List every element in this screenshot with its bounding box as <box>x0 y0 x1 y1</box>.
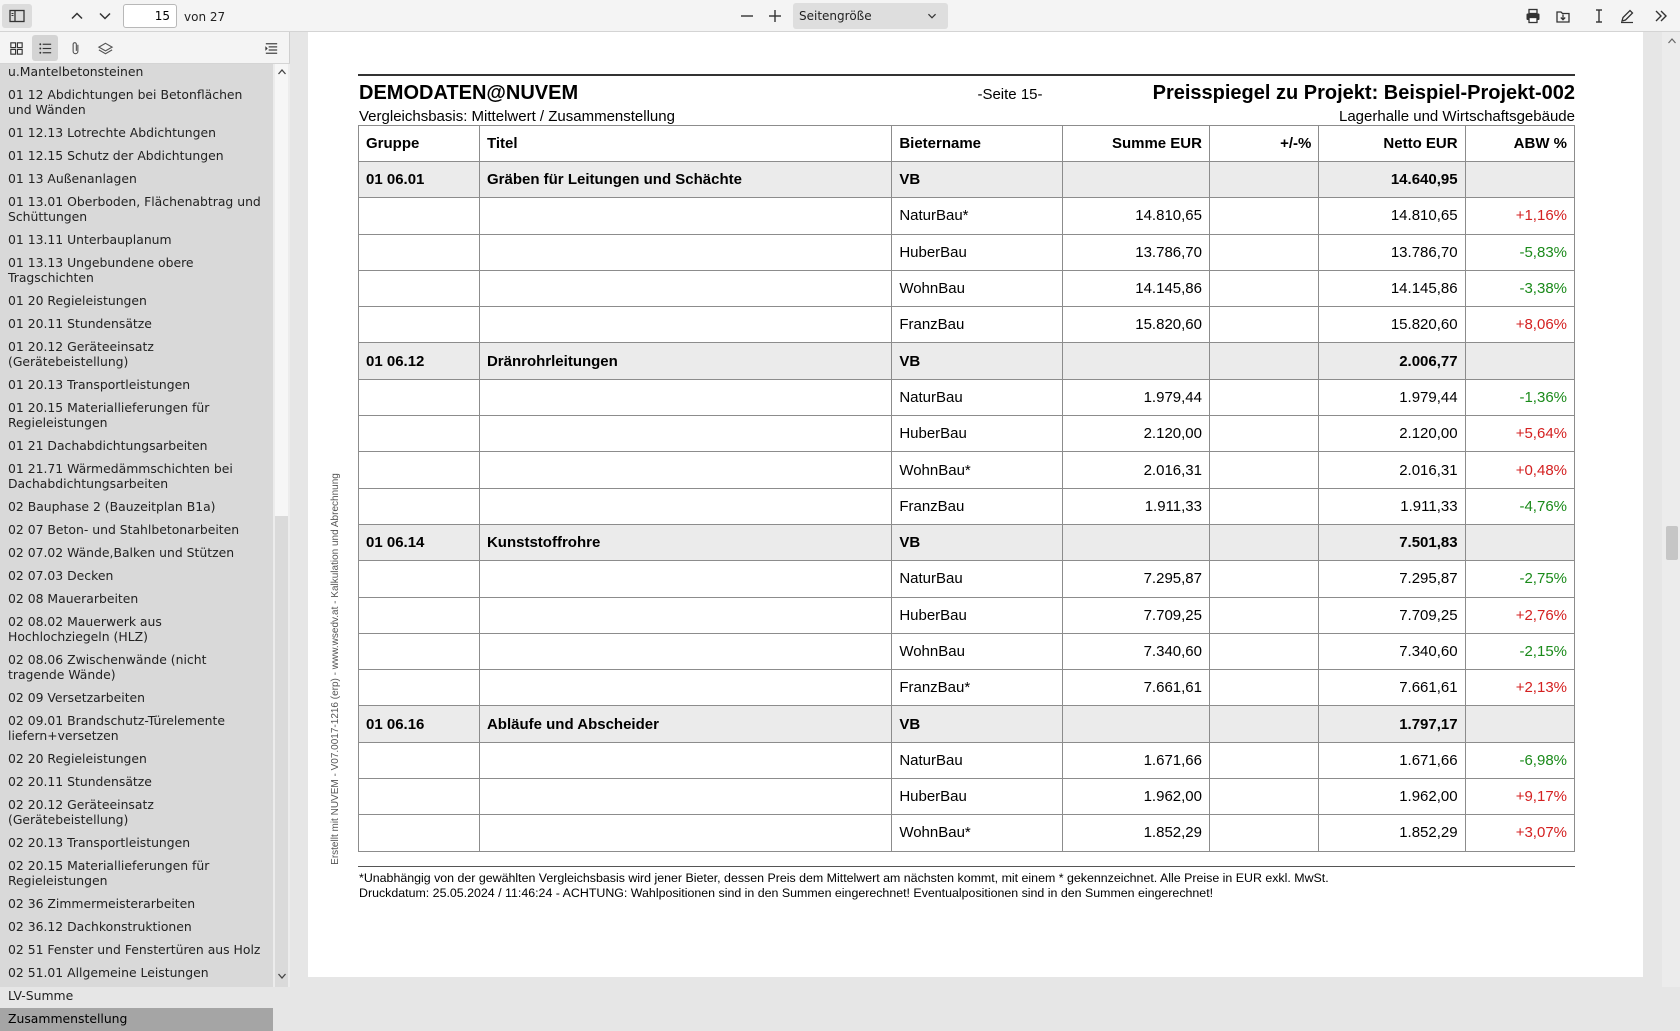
outline-item[interactable]: 02 07.03 Decken <box>8 568 114 583</box>
table-row <box>359 234 1575 270</box>
group-title-cell <box>479 307 891 343</box>
report-title-block <box>900 0 1575 140</box>
table-row <box>359 815 1575 851</box>
outline-item[interactable]: 02 20.11 Stundensätze <box>8 774 152 789</box>
diff-cell <box>1209 416 1318 452</box>
group-code-cell <box>359 270 480 306</box>
diff-cell <box>1209 670 1318 706</box>
price-comparison-table <box>358 125 1575 852</box>
abw-cell: +2,13% <box>1465 670 1574 706</box>
bidder-name-cell: VB <box>892 524 1062 560</box>
group-code-cell <box>359 633 480 669</box>
group-title-cell <box>479 597 891 633</box>
sum-cell <box>1062 162 1209 198</box>
abw-cell <box>1465 343 1574 379</box>
report-page-label: -Seite 15- <box>977 86 1043 103</box>
sum-cell: 1.962,00 <box>1062 779 1209 815</box>
sum-cell <box>1062 524 1209 560</box>
bidder-name-cell: WohnBau* <box>892 815 1062 851</box>
group-code-cell <box>359 416 480 452</box>
outline-item[interactable]: 02 20 Regieleistungen <box>8 751 147 766</box>
table-row <box>359 670 1575 706</box>
sum-cell: 14.810,65 <box>1062 198 1209 234</box>
netto-cell: 1.671,66 <box>1319 742 1465 778</box>
viewer-scroll-thumb[interactable] <box>1666 526 1678 560</box>
group-code-cell <box>359 234 480 270</box>
sum-cell: 7.709,25 <box>1062 597 1209 633</box>
abw-cell <box>1465 706 1574 742</box>
outline-item[interactable]: 02 09 Versetzarbeiten <box>8 690 146 705</box>
netto-cell: 14.810,65 <box>1319 198 1465 234</box>
group-code-cell <box>359 488 480 524</box>
diff-cell <box>1209 270 1318 306</box>
abw-cell: +3,07% <box>1465 815 1574 851</box>
sum-cell: 15.820,60 <box>1062 307 1209 343</box>
netto-cell: 1.911,33 <box>1319 488 1465 524</box>
report-subtitle: Lagerhalle und Wirtschaftsgebäude <box>1339 108 1575 125</box>
bidder-name-cell: HuberBau <box>892 416 1062 452</box>
group-row <box>359 162 1575 198</box>
diff-cell <box>1209 307 1318 343</box>
netto-cell: 1.979,44 <box>1319 379 1465 415</box>
outline-item[interactable]: 02 Bauphase 2 (Bauzeitplan B1a) <box>8 499 216 514</box>
outline-item[interactable]: 02 20.12 Geräteeinsatz (Gerätebeistellung) <box>8 797 154 827</box>
group-title-cell <box>479 379 891 415</box>
diff-cell <box>1209 488 1318 524</box>
print-date-line: Druckdatum: 25.05.2024 / 11:46:24 - ACHTUNG: Wahlpositionen sind in den Summen eingerechnet! Eventualpositionen sind in den Summen eingerechnet! <box>359 886 1214 900</box>
abw-cell: +8,06% <box>1465 307 1574 343</box>
bidder-name-cell: FranzBau* <box>892 670 1062 706</box>
group-row <box>359 706 1575 742</box>
bidder-name-cell: HuberBau <box>892 234 1062 270</box>
outline-item[interactable]: 01 12 Abdichtungen bei Betonflächen und Wänden <box>8 87 243 117</box>
outline-item[interactable]: 02 08 Mauerarbeiten <box>8 591 139 606</box>
bidder-name-cell: NaturBau <box>892 561 1062 597</box>
footer-rule <box>358 866 1575 867</box>
abw-cell: -2,15% <box>1465 633 1574 669</box>
report-brand: DEMODATEN@NUVEM <box>359 82 579 104</box>
group-title-cell: Dränrohrleitungen <box>479 343 891 379</box>
outline-item[interactable]: 02 07.02 Wände,Balken und Stützen <box>8 545 235 560</box>
netto-cell: 2.120,00 <box>1319 416 1465 452</box>
abw-cell: -6,98% <box>1465 742 1574 778</box>
abw-cell: +0,48% <box>1465 452 1574 488</box>
group-code-cell <box>359 452 480 488</box>
chevron-up-icon <box>1667 36 1677 46</box>
outline-item[interactable]: 02 51 Fenster und Fenstertüren aus Holz <box>8 942 261 957</box>
outline-item[interactable]: 01 12.15 Schutz der Abdichtungen <box>8 148 224 163</box>
table-row <box>359 779 1575 815</box>
outline-item[interactable]: 02 51.01 Allgemeine Leistungen <box>8 965 209 980</box>
viewer-scroll-up-arrow[interactable] <box>1665 34 1678 48</box>
table-row <box>359 307 1575 343</box>
zoom-select-value: Seitengröße <box>799 9 872 23</box>
outline-item[interactable]: 01 20.11 Stundensätze <box>8 316 152 331</box>
sum-cell: 2.016,31 <box>1062 452 1209 488</box>
netto-cell: 2.006,77 <box>1319 343 1465 379</box>
group-title-cell <box>479 779 891 815</box>
bidder-name-cell: NaturBau* <box>892 198 1062 234</box>
netto-cell: 7.340,60 <box>1319 633 1465 669</box>
table-body <box>359 162 1575 852</box>
netto-cell: 15.820,60 <box>1319 307 1465 343</box>
outline-item[interactable]: 01 13 Außenanlagen <box>8 171 137 186</box>
diff-cell <box>1209 597 1318 633</box>
outline-item[interactable]: 02 08.06 Zwischenwände (nicht tragende Wände) <box>8 652 207 682</box>
outline-item[interactable]: 02 20.13 Transportleistungen <box>8 835 191 850</box>
netto-cell: 13.786,70 <box>1319 234 1465 270</box>
abw-cell: +5,64% <box>1465 416 1574 452</box>
netto-cell: 1.962,00 <box>1319 779 1465 815</box>
column-header: Gruppe <box>359 126 480 162</box>
sum-cell: 7.295,87 <box>1062 561 1209 597</box>
group-title-cell <box>479 815 891 851</box>
outline-item[interactable]: 02 09.01 Brandschutz-Türelemente liefern+versetzen <box>8 713 225 743</box>
outline-item[interactable]: 02 07 Beton- und Stahlbetonarbeiten <box>8 522 240 537</box>
bidder-name-cell: HuberBau <box>892 779 1062 815</box>
group-row <box>359 343 1575 379</box>
outline-item[interactable]: 01 12.13 Lotrechte Abdichtungen <box>8 125 216 140</box>
group-title-cell <box>479 633 891 669</box>
vertical-side-note: Erstellt mit NUVEM - V07.0017-1216 (erp) - www.wsedv.at - Kalkulation und Abrechnung <box>330 473 341 865</box>
group-title-cell: Abläufe und Abscheider <box>479 706 891 742</box>
sum-cell: 14.145,86 <box>1062 270 1209 306</box>
outline-item[interactable]: 02 36.12 Dachkonstruktionen <box>8 919 192 934</box>
sum-cell: 1.979,44 <box>1062 379 1209 415</box>
outline-item[interactable]: 01 13.11 Unterbauplanum <box>8 232 172 247</box>
group-code-cell: 01 06.01 <box>359 162 480 198</box>
group-title-cell <box>479 561 891 597</box>
outline-item[interactable]: Zusammenstellung <box>0 1008 273 1031</box>
group-title-cell <box>479 234 891 270</box>
outline-item[interactable]: 01 21 Dachabdichtungsarbeiten <box>8 438 208 453</box>
abw-cell: +9,17% <box>1465 779 1574 815</box>
table-row <box>359 561 1575 597</box>
diff-cell <box>1209 742 1318 778</box>
report-basis: Vergleichsbasis: Mittelwert / Zusammenstellung <box>359 108 675 125</box>
outline-item[interactable]: LV-Summe <box>8 988 74 1003</box>
abw-cell: -3,38% <box>1465 270 1574 306</box>
diff-cell <box>1209 779 1318 815</box>
group-code-cell <box>359 779 480 815</box>
pdf-page <box>308 32 1643 977</box>
diff-cell <box>1209 633 1318 669</box>
column-header: Bietername <box>892 126 1062 162</box>
column-header: Titel <box>479 126 891 162</box>
netto-cell: 7.661,61 <box>1319 670 1465 706</box>
abw-cell <box>1465 524 1574 560</box>
bidder-name-cell: FranzBau <box>892 307 1062 343</box>
diff-cell <box>1209 162 1318 198</box>
group-code-cell <box>359 597 480 633</box>
diff-cell <box>1209 452 1318 488</box>
group-row <box>359 524 1575 560</box>
column-header: +/-% <box>1209 126 1318 162</box>
diff-cell <box>1209 561 1318 597</box>
diff-cell <box>1209 815 1318 851</box>
outline-item[interactable]: 02 20.15 Materiallieferungen für Regieleistungen <box>8 858 210 888</box>
group-code-cell: 01 06.16 <box>359 706 480 742</box>
group-code-cell: 01 06.12 <box>359 343 480 379</box>
sum-cell: 7.340,60 <box>1062 633 1209 669</box>
abw-cell: -4,76% <box>1465 488 1574 524</box>
table-row <box>359 379 1575 415</box>
netto-cell: 14.640,95 <box>1319 162 1465 198</box>
netto-cell: 2.016,31 <box>1319 452 1465 488</box>
diff-cell <box>1209 343 1318 379</box>
bidder-name-cell: VB <box>892 343 1062 379</box>
netto-cell: 1.852,29 <box>1319 815 1465 851</box>
table-row <box>359 270 1575 306</box>
column-header: Summe EUR <box>1062 126 1209 162</box>
sum-cell: 1.852,29 <box>1062 815 1209 851</box>
outline-item[interactable]: 02 36 Zimmermeisterarbeiten <box>8 896 196 911</box>
table-row <box>359 633 1575 669</box>
table-row <box>359 198 1575 234</box>
table-row <box>359 597 1575 633</box>
table-row <box>359 742 1575 778</box>
bidder-name-cell: WohnBau <box>892 633 1062 669</box>
column-header: Netto EUR <box>1319 126 1465 162</box>
table-row <box>359 452 1575 488</box>
group-title-cell <box>479 742 891 778</box>
group-title-cell <box>479 670 891 706</box>
group-title-cell <box>479 452 891 488</box>
diff-cell <box>1209 234 1318 270</box>
outline-item[interactable]: 01 13.13 Ungebundene obere Tragschichten <box>8 255 194 285</box>
bidder-name-cell: NaturBau <box>892 742 1062 778</box>
group-code-cell <box>359 307 480 343</box>
group-code-cell <box>359 670 480 706</box>
group-title-cell: Gräben für Leitungen und Schächte <box>479 162 891 198</box>
bidder-name-cell: HuberBau <box>892 597 1062 633</box>
diff-cell <box>1209 198 1318 234</box>
group-code-cell <box>359 742 480 778</box>
abw-cell: -1,36% <box>1465 379 1574 415</box>
outline-item[interactable]: u.Mantelbetonsteinen <box>8 64 144 79</box>
group-title-cell: Kunststoffrohre <box>479 524 891 560</box>
sum-cell: 7.661,61 <box>1062 670 1209 706</box>
sum-cell: 1.671,66 <box>1062 742 1209 778</box>
table-header-row <box>359 126 1575 162</box>
group-title-cell <box>479 488 891 524</box>
bidder-name-cell: VB <box>892 162 1062 198</box>
bidder-name-cell: WohnBau* <box>892 452 1062 488</box>
sum-cell: 1.911,33 <box>1062 488 1209 524</box>
page-total-label: von 27 <box>184 10 226 24</box>
group-code-cell <box>359 561 480 597</box>
group-code-cell <box>359 815 480 851</box>
group-title-cell <box>479 270 891 306</box>
netto-cell: 14.145,86 <box>1319 270 1465 306</box>
abw-cell: +1,16% <box>1465 198 1574 234</box>
netto-cell: 7.709,25 <box>1319 597 1465 633</box>
outline-item[interactable]: 01 20 Regieleistungen <box>8 293 147 308</box>
sum-cell: 2.120,00 <box>1062 416 1209 452</box>
outline-item[interactable]: 01 20.15 Materiallieferungen für Regieleistungen <box>8 400 210 430</box>
abw-cell: -2,75% <box>1465 561 1574 597</box>
report-title: Preisspiegel zu Projekt: Beispiel-Projekt-002 <box>1152 82 1575 104</box>
abw-cell <box>1465 162 1574 198</box>
table-row <box>359 416 1575 452</box>
outline-item[interactable]: 01 13.01 Oberboden, Flächenabtrag und Schüttungen <box>8 194 261 224</box>
group-code-cell <box>359 198 480 234</box>
viewer-scrollbar[interactable] <box>1662 32 1680 987</box>
outline-item[interactable]: 01 21.71 Wärmedämmschichten bei Dachabdichtungsarbeiten <box>8 461 233 491</box>
group-code-cell: 01 06.14 <box>359 524 480 560</box>
sum-cell: 13.786,70 <box>1062 234 1209 270</box>
group-title-cell <box>479 416 891 452</box>
group-title-cell <box>479 198 891 234</box>
diff-cell <box>1209 524 1318 560</box>
outline-item[interactable]: 01 20.12 Geräteeinsatz (Gerätebeistellung) <box>8 339 154 369</box>
bidder-name-cell: NaturBau <box>892 379 1062 415</box>
netto-cell: 7.501,83 <box>1319 524 1465 560</box>
sum-cell <box>1062 706 1209 742</box>
abw-cell: -5,83% <box>1465 234 1574 270</box>
abw-cell: +2,76% <box>1465 597 1574 633</box>
table-row <box>359 488 1575 524</box>
group-code-cell <box>359 379 480 415</box>
diff-cell <box>1209 379 1318 415</box>
outline-item[interactable]: 01 20.13 Transportleistungen <box>8 377 191 392</box>
sum-cell <box>1062 343 1209 379</box>
outline-item[interactable]: 02 08.02 Mauerwerk aus Hochlochziegeln (HLZ) <box>8 614 162 644</box>
document-viewer <box>290 32 1680 987</box>
bidder-name-cell: FranzBau <box>892 488 1062 524</box>
bidder-name-cell: WohnBau <box>892 270 1062 306</box>
netto-cell: 1.797,17 <box>1319 706 1465 742</box>
diff-cell <box>1209 706 1318 742</box>
bidder-name-cell: VB <box>892 706 1062 742</box>
netto-cell: 7.295,87 <box>1319 561 1465 597</box>
column-header: ABW % <box>1465 126 1574 162</box>
footnote: *Unabhängig von der gewählten Vergleichsbasis wird jener Bieter, dessen Preis dem Mittelwert am nächsten kommt, mit einem * gekennzeichnet. Alle Preise in EUR exkl. MwSt. <box>359 871 1329 885</box>
